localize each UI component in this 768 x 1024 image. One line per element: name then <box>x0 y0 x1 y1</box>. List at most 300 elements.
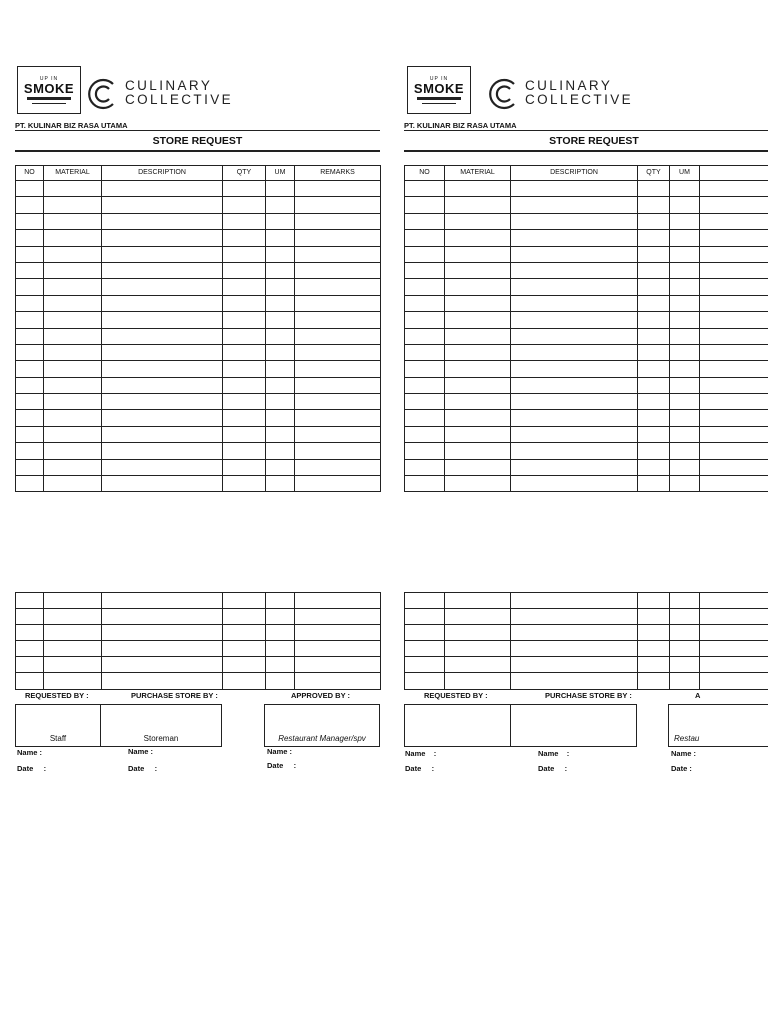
table-cell[interactable] <box>405 609 445 625</box>
table-cell[interactable] <box>670 443 700 459</box>
table-cell[interactable] <box>16 279 44 295</box>
table-cell[interactable] <box>295 459 381 475</box>
table-cell[interactable] <box>638 197 670 213</box>
table-cell[interactable] <box>405 197 445 213</box>
table-cell[interactable] <box>102 394 223 410</box>
table-cell[interactable] <box>405 410 445 426</box>
table-cell[interactable] <box>445 657 511 673</box>
table-cell[interactable] <box>511 312 638 328</box>
table-cell[interactable] <box>511 443 638 459</box>
table-cell[interactable] <box>223 328 266 344</box>
table-cell[interactable] <box>223 673 266 689</box>
table-cell[interactable] <box>405 328 445 344</box>
table-cell[interactable] <box>405 279 445 295</box>
table-cell[interactable] <box>700 213 768 229</box>
table-cell[interactable] <box>638 328 670 344</box>
table-cell[interactable] <box>511 593 638 609</box>
table-cell[interactable] <box>670 230 700 246</box>
table-cell[interactable] <box>511 181 638 197</box>
table-cell[interactable] <box>405 295 445 311</box>
table-cell[interactable] <box>16 394 44 410</box>
table-cell[interactable] <box>16 361 44 377</box>
table-cell[interactable] <box>102 641 223 657</box>
table-cell[interactable] <box>295 609 381 625</box>
table-cell[interactable] <box>445 593 511 609</box>
table-cell[interactable] <box>700 246 768 262</box>
table-cell[interactable] <box>638 394 670 410</box>
table-cell[interactable] <box>445 295 511 311</box>
table-cell[interactable] <box>700 641 768 657</box>
table-cell[interactable] <box>102 657 223 673</box>
table-cell[interactable] <box>445 361 511 377</box>
table-cell[interactable] <box>295 657 381 673</box>
table-cell[interactable] <box>266 361 295 377</box>
table-cell[interactable] <box>16 213 44 229</box>
table-cell[interactable] <box>511 328 638 344</box>
table-cell[interactable] <box>16 426 44 442</box>
table-cell[interactable] <box>638 344 670 360</box>
table-cell[interactable] <box>511 641 638 657</box>
table-cell[interactable] <box>102 593 223 609</box>
table-cell[interactable] <box>44 312 102 328</box>
table-cell[interactable] <box>511 262 638 278</box>
table-cell[interactable] <box>223 657 266 673</box>
table-cell[interactable] <box>16 593 44 609</box>
table-cell[interactable] <box>102 410 223 426</box>
table-cell[interactable] <box>445 625 511 641</box>
table-cell[interactable] <box>295 279 381 295</box>
table-cell[interactable] <box>445 377 511 393</box>
table-cell[interactable] <box>266 312 295 328</box>
table-cell[interactable] <box>295 230 381 246</box>
table-cell[interactable] <box>445 459 511 475</box>
table-cell[interactable] <box>266 410 295 426</box>
table-cell[interactable] <box>670 295 700 311</box>
table-cell[interactable] <box>102 426 223 442</box>
table-cell[interactable] <box>223 641 266 657</box>
table-cell[interactable] <box>700 459 768 475</box>
table-cell[interactable] <box>405 426 445 442</box>
table-cell[interactable] <box>44 295 102 311</box>
table-cell[interactable] <box>16 443 44 459</box>
table-cell[interactable] <box>16 459 44 475</box>
table-cell[interactable] <box>295 593 381 609</box>
table-cell[interactable] <box>670 213 700 229</box>
table-cell[interactable] <box>266 459 295 475</box>
table-cell[interactable] <box>405 344 445 360</box>
table-cell[interactable] <box>266 295 295 311</box>
table-cell[interactable] <box>700 312 768 328</box>
table-cell[interactable] <box>44 377 102 393</box>
table-cell[interactable] <box>102 377 223 393</box>
table-cell[interactable] <box>670 673 700 689</box>
table-cell[interactable] <box>670 361 700 377</box>
table-cell[interactable] <box>405 476 445 492</box>
table-cell[interactable] <box>44 410 102 426</box>
table-cell[interactable] <box>223 344 266 360</box>
table-cell[interactable] <box>16 246 44 262</box>
table-cell[interactable] <box>405 657 445 673</box>
table-cell[interactable] <box>266 657 295 673</box>
table-cell[interactable] <box>511 213 638 229</box>
table-cell[interactable] <box>102 625 223 641</box>
table-cell[interactable] <box>445 312 511 328</box>
table-cell[interactable] <box>223 443 266 459</box>
table-cell[interactable] <box>405 181 445 197</box>
table-cell[interactable] <box>44 426 102 442</box>
table-cell[interactable] <box>102 213 223 229</box>
table-cell[interactable] <box>638 361 670 377</box>
table-cell[interactable] <box>223 181 266 197</box>
table-cell[interactable] <box>223 279 266 295</box>
table-cell[interactable] <box>295 213 381 229</box>
table-cell[interactable] <box>295 673 381 689</box>
table-cell[interactable] <box>405 262 445 278</box>
table-cell[interactable] <box>670 181 700 197</box>
table-cell[interactable] <box>405 377 445 393</box>
table-cell[interactable] <box>44 476 102 492</box>
table-cell[interactable] <box>44 262 102 278</box>
table-cell[interactable] <box>405 641 445 657</box>
table-cell[interactable] <box>295 197 381 213</box>
table-cell[interactable] <box>445 394 511 410</box>
table-cell[interactable] <box>511 625 638 641</box>
table-cell[interactable] <box>670 657 700 673</box>
table-cell[interactable] <box>700 625 768 641</box>
table-cell[interactable] <box>266 377 295 393</box>
table-cell[interactable] <box>670 609 700 625</box>
table-cell[interactable] <box>295 262 381 278</box>
table-cell[interactable] <box>102 295 223 311</box>
table-cell[interactable] <box>511 459 638 475</box>
table-cell[interactable] <box>102 279 223 295</box>
table-cell[interactable] <box>511 230 638 246</box>
table-cell[interactable] <box>266 673 295 689</box>
table-cell[interactable] <box>44 197 102 213</box>
table-cell[interactable] <box>445 181 511 197</box>
table-cell[interactable] <box>44 279 102 295</box>
table-cell[interactable] <box>700 609 768 625</box>
table-cell[interactable] <box>445 344 511 360</box>
table-cell[interactable] <box>223 213 266 229</box>
table-cell[interactable] <box>445 609 511 625</box>
table-cell[interactable] <box>223 476 266 492</box>
table-cell[interactable] <box>445 279 511 295</box>
table-cell[interactable] <box>16 344 44 360</box>
table-cell[interactable] <box>638 625 670 641</box>
table-cell[interactable] <box>511 377 638 393</box>
table-cell[interactable] <box>223 312 266 328</box>
table-cell[interactable] <box>670 279 700 295</box>
table-cell[interactable] <box>670 476 700 492</box>
table-cell[interactable] <box>700 673 768 689</box>
table-cell[interactable] <box>102 181 223 197</box>
table-cell[interactable] <box>223 410 266 426</box>
table-cell[interactable] <box>44 344 102 360</box>
table-cell[interactable] <box>266 279 295 295</box>
table-cell[interactable] <box>700 197 768 213</box>
table-cell[interactable] <box>700 262 768 278</box>
table-cell[interactable] <box>223 625 266 641</box>
table-cell[interactable] <box>405 593 445 609</box>
table-cell[interactable] <box>223 361 266 377</box>
table-cell[interactable] <box>511 344 638 360</box>
table-cell[interactable] <box>638 246 670 262</box>
table-cell[interactable] <box>445 443 511 459</box>
table-cell[interactable] <box>405 312 445 328</box>
table-cell[interactable] <box>670 410 700 426</box>
table-cell[interactable] <box>511 394 638 410</box>
table-cell[interactable] <box>511 197 638 213</box>
table-cell[interactable] <box>405 394 445 410</box>
table-cell[interactable] <box>295 426 381 442</box>
table-cell[interactable] <box>44 213 102 229</box>
table-cell[interactable] <box>266 262 295 278</box>
table-cell[interactable] <box>638 181 670 197</box>
table-cell[interactable] <box>44 609 102 625</box>
table-cell[interactable] <box>102 476 223 492</box>
table-cell[interactable] <box>102 609 223 625</box>
table-cell[interactable] <box>295 625 381 641</box>
table-cell[interactable] <box>670 344 700 360</box>
table-cell[interactable] <box>16 609 44 625</box>
table-cell[interactable] <box>638 312 670 328</box>
table-cell[interactable] <box>511 295 638 311</box>
table-cell[interactable] <box>670 459 700 475</box>
table-cell[interactable] <box>445 230 511 246</box>
table-cell[interactable] <box>16 476 44 492</box>
table-cell[interactable] <box>44 657 102 673</box>
table-cell[interactable] <box>44 328 102 344</box>
table-cell[interactable] <box>16 673 44 689</box>
table-cell[interactable] <box>700 361 768 377</box>
table-cell[interactable] <box>266 230 295 246</box>
table-cell[interactable] <box>511 476 638 492</box>
table-cell[interactable] <box>295 312 381 328</box>
table-cell[interactable] <box>445 476 511 492</box>
table-cell[interactable] <box>44 361 102 377</box>
table-cell[interactable] <box>295 344 381 360</box>
table-cell[interactable] <box>295 443 381 459</box>
table-cell[interactable] <box>44 230 102 246</box>
table-cell[interactable] <box>700 443 768 459</box>
table-cell[interactable] <box>44 181 102 197</box>
table-cell[interactable] <box>700 279 768 295</box>
table-cell[interactable] <box>638 609 670 625</box>
table-cell[interactable] <box>295 410 381 426</box>
table-cell[interactable] <box>670 246 700 262</box>
table-cell[interactable] <box>700 344 768 360</box>
table-cell[interactable] <box>16 312 44 328</box>
table-cell[interactable] <box>223 593 266 609</box>
table-cell[interactable] <box>700 377 768 393</box>
table-cell[interactable] <box>511 426 638 442</box>
table-cell[interactable] <box>700 181 768 197</box>
table-cell[interactable] <box>295 377 381 393</box>
table-cell[interactable] <box>102 344 223 360</box>
table-cell[interactable] <box>102 328 223 344</box>
table-cell[interactable] <box>295 641 381 657</box>
table-cell[interactable] <box>700 230 768 246</box>
table-cell[interactable] <box>223 426 266 442</box>
table-cell[interactable] <box>295 361 381 377</box>
table-cell[interactable] <box>44 443 102 459</box>
table-cell[interactable] <box>445 328 511 344</box>
table-cell[interactable] <box>102 443 223 459</box>
table-cell[interactable] <box>670 394 700 410</box>
table-cell[interactable] <box>266 246 295 262</box>
table-cell[interactable] <box>445 246 511 262</box>
table-cell[interactable] <box>670 426 700 442</box>
table-cell[interactable] <box>700 394 768 410</box>
table-cell[interactable] <box>16 181 44 197</box>
table-cell[interactable] <box>102 262 223 278</box>
table-cell[interactable] <box>16 197 44 213</box>
table-cell[interactable] <box>638 657 670 673</box>
table-cell[interactable] <box>511 657 638 673</box>
table-cell[interactable] <box>700 476 768 492</box>
table-cell[interactable] <box>445 213 511 229</box>
table-cell[interactable] <box>16 641 44 657</box>
table-cell[interactable] <box>223 459 266 475</box>
table-cell[interactable] <box>670 328 700 344</box>
table-cell[interactable] <box>670 641 700 657</box>
table-cell[interactable] <box>266 476 295 492</box>
table-cell[interactable] <box>700 657 768 673</box>
table-cell[interactable] <box>44 593 102 609</box>
table-cell[interactable] <box>638 443 670 459</box>
table-cell[interactable] <box>223 246 266 262</box>
table-cell[interactable] <box>638 262 670 278</box>
table-cell[interactable] <box>266 394 295 410</box>
table-cell[interactable] <box>670 197 700 213</box>
table-cell[interactable] <box>445 410 511 426</box>
table-cell[interactable] <box>102 230 223 246</box>
table-cell[interactable] <box>638 476 670 492</box>
table-cell[interactable] <box>638 213 670 229</box>
table-cell[interactable] <box>16 657 44 673</box>
table-cell[interactable] <box>511 673 638 689</box>
table-cell[interactable] <box>223 230 266 246</box>
table-cell[interactable] <box>638 410 670 426</box>
table-cell[interactable] <box>511 609 638 625</box>
table-cell[interactable] <box>44 459 102 475</box>
table-cell[interactable] <box>266 641 295 657</box>
table-cell[interactable] <box>405 625 445 641</box>
table-cell[interactable] <box>670 262 700 278</box>
table-cell[interactable] <box>16 377 44 393</box>
table-cell[interactable] <box>266 593 295 609</box>
table-cell[interactable] <box>16 230 44 246</box>
table-cell[interactable] <box>638 459 670 475</box>
table-cell[interactable] <box>44 246 102 262</box>
table-cell[interactable] <box>638 295 670 311</box>
table-cell[interactable] <box>266 197 295 213</box>
table-cell[interactable] <box>670 377 700 393</box>
table-cell[interactable] <box>638 279 670 295</box>
table-cell[interactable] <box>511 279 638 295</box>
table-cell[interactable] <box>638 426 670 442</box>
table-cell[interactable] <box>223 262 266 278</box>
table-cell[interactable] <box>266 443 295 459</box>
table-cell[interactable] <box>266 625 295 641</box>
table-cell[interactable] <box>16 625 44 641</box>
table-cell[interactable] <box>670 625 700 641</box>
table-cell[interactable] <box>638 230 670 246</box>
table-cell[interactable] <box>16 262 44 278</box>
table-cell[interactable] <box>295 181 381 197</box>
table-cell[interactable] <box>405 230 445 246</box>
table-cell[interactable] <box>638 673 670 689</box>
table-cell[interactable] <box>102 197 223 213</box>
table-cell[interactable] <box>511 410 638 426</box>
table-cell[interactable] <box>511 246 638 262</box>
table-cell[interactable] <box>223 377 266 393</box>
table-cell[interactable] <box>223 609 266 625</box>
table-cell[interactable] <box>266 609 295 625</box>
table-cell[interactable] <box>295 476 381 492</box>
table-cell[interactable] <box>700 593 768 609</box>
table-cell[interactable] <box>405 213 445 229</box>
storeman-signature-box[interactable] <box>510 704 637 747</box>
table-cell[interactable] <box>44 394 102 410</box>
table-cell[interactable] <box>638 593 670 609</box>
table-cell[interactable] <box>670 312 700 328</box>
table-cell[interactable] <box>102 312 223 328</box>
table-cell[interactable] <box>16 295 44 311</box>
staff-signature-box[interactable] <box>404 704 511 747</box>
table-cell[interactable] <box>295 394 381 410</box>
table-cell[interactable] <box>102 459 223 475</box>
table-cell[interactable] <box>700 328 768 344</box>
table-cell[interactable] <box>44 673 102 689</box>
table-cell[interactable] <box>445 426 511 442</box>
table-cell[interactable] <box>266 328 295 344</box>
table-cell[interactable] <box>16 328 44 344</box>
table-cell[interactable] <box>700 410 768 426</box>
table-cell[interactable] <box>102 673 223 689</box>
table-cell[interactable] <box>223 197 266 213</box>
table-cell[interactable] <box>223 394 266 410</box>
table-cell[interactable] <box>295 328 381 344</box>
table-cell[interactable] <box>511 361 638 377</box>
table-cell[interactable] <box>638 641 670 657</box>
table-cell[interactable] <box>44 625 102 641</box>
table-cell[interactable] <box>405 459 445 475</box>
table-cell[interactable] <box>445 641 511 657</box>
table-cell[interactable] <box>44 641 102 657</box>
table-cell[interactable] <box>16 410 44 426</box>
table-cell[interactable] <box>405 443 445 459</box>
table-cell[interactable] <box>670 593 700 609</box>
table-cell[interactable] <box>223 295 266 311</box>
table-cell[interactable] <box>445 673 511 689</box>
table-cell[interactable] <box>102 246 223 262</box>
table-cell[interactable] <box>445 262 511 278</box>
table-cell[interactable] <box>266 213 295 229</box>
table-cell[interactable] <box>700 295 768 311</box>
table-cell[interactable] <box>295 295 381 311</box>
table-cell[interactable] <box>700 426 768 442</box>
table-cell[interactable] <box>445 197 511 213</box>
table-cell[interactable] <box>405 246 445 262</box>
table-cell[interactable] <box>638 377 670 393</box>
table-cell[interactable] <box>266 426 295 442</box>
table-cell[interactable] <box>295 246 381 262</box>
table-cell[interactable] <box>405 361 445 377</box>
table-cell[interactable] <box>266 181 295 197</box>
table-cell[interactable] <box>405 673 445 689</box>
